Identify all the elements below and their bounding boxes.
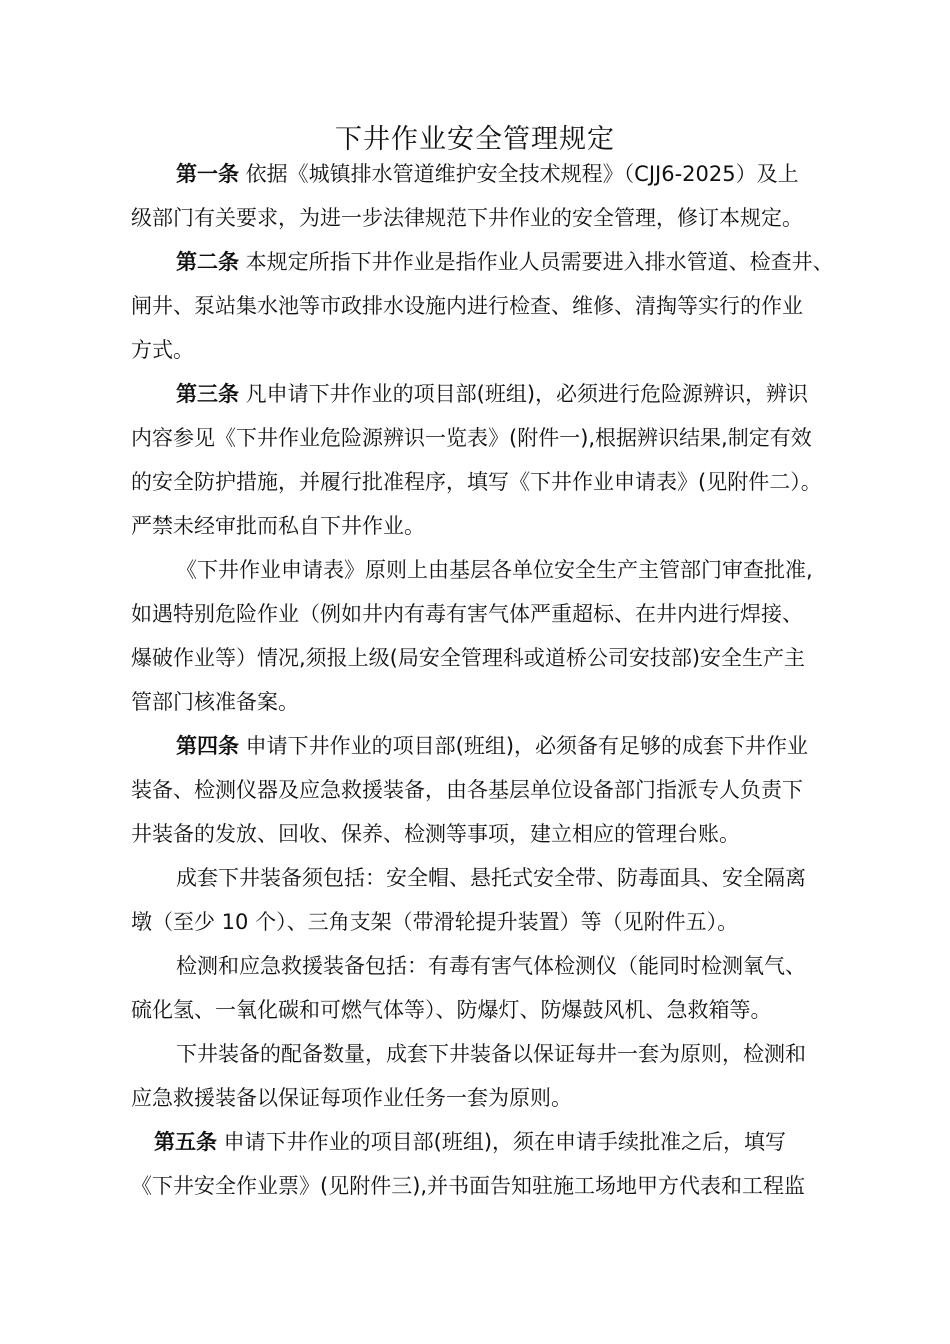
text-line: 如遇特别危险作业（例如井内有毒有害气体严重超标、在井内进行焊接、 [131, 602, 803, 626]
paragraph-equipment-set [131, 856, 871, 944]
text-line: 申请下井作业的项目部(班组)，须在申请手续批准之后，填写 [217, 1130, 787, 1154]
article-2 [131, 240, 871, 372]
article-4 [131, 724, 871, 856]
article-3 [131, 372, 871, 548]
text-line: 成套下井装备须包括：安全帽、悬托式安全带、防毒面具、安全隔离 [176, 866, 806, 890]
article-label: 第四条 [176, 734, 239, 758]
document-body [131, 152, 871, 1208]
article-label: 第五条 [154, 1130, 217, 1154]
article-label: 第二条 [176, 250, 239, 274]
document-title: 下井作业安全管理规定 [335, 124, 615, 155]
paragraph-equipment-quantity [131, 1032, 871, 1120]
text-line: 内容参见《下井作业危险源辨识一览表》(附件一),根据辨识结果,制定有效 [131, 426, 812, 450]
text-line: 闸井、泵站集水池等市政排水设施内进行检查、维修、清掏等实行的作业 [131, 294, 803, 318]
text-line: 装备、检测仪器及应急救援装备，由各基层单位设备部门指派专人负责下 [131, 778, 803, 802]
text-line: 应急救援装备以保证每项作业任务一套为原则。 [131, 1086, 572, 1110]
text-line: 凡申请下井作业的项目部(班组)，必须进行危险源辨识，辨识 [239, 382, 809, 406]
text-line: 方式。 [131, 338, 194, 362]
text-line: 下井装备的配备数量，成套下井装备以保证每井一套为原则，检测和 [176, 1042, 806, 1066]
text-line: 《下井安全作业票》(见附件三),并书面告知驻施工场地甲方代表和工程监 [131, 1174, 806, 1198]
text-line: 检测和应急救援装备包括：有毒有害气体检测仪（能同时检测氧气、 [176, 954, 806, 978]
article-label: 第三条 [176, 382, 239, 406]
text-line: 硫化氢、一氧化碳和可燃气体等）、防爆灯、防爆鼓风机、急救箱等。 [131, 998, 772, 1022]
article-5 [131, 1120, 871, 1208]
text-line: 严禁未经审批而私自下井作业。 [131, 514, 425, 538]
text-line: 爆破作业等）情况,须报上级(局安全管理科或道桥公司安技部)安全生产主 [131, 646, 806, 670]
paragraph-detection-equipment [131, 944, 871, 1032]
text-line: 管部门核准备案。 [131, 690, 299, 714]
text-line: 墩（至少 10 个）、三角支架（带滑轮提升装置）等（见附件五）。 [131, 910, 739, 934]
text-line: 井装备的发放、回收、保养、检测等事项，建立相应的管理台账。 [131, 822, 740, 846]
text-line: 本规定所指下井作业是指作业人员需要进入排水管道、检查井、 [239, 250, 834, 274]
article-1 [131, 152, 871, 240]
text-line: 依据《城镇排水管道维护安全技术规程》（CJJ6-2025）及上 [239, 162, 799, 186]
text-line: 的安全防护措施，并履行批准程序，填写《下井作业申请表》(见附件二）。 [131, 470, 822, 494]
article-label: 第一条 [176, 162, 239, 186]
text-line: 《下井作业申请表》原则上由基层各单位安全生产主管部门审查批准, [176, 558, 813, 582]
text-line: 级部门有关要求，为进一步法律规范下井作业的安全管理，修订本规定。 [131, 206, 803, 230]
paragraph-application-form [131, 548, 871, 724]
text-line: 申请下井作业的项目部(班组)，必须备有足够的成套下井作业 [239, 734, 809, 758]
